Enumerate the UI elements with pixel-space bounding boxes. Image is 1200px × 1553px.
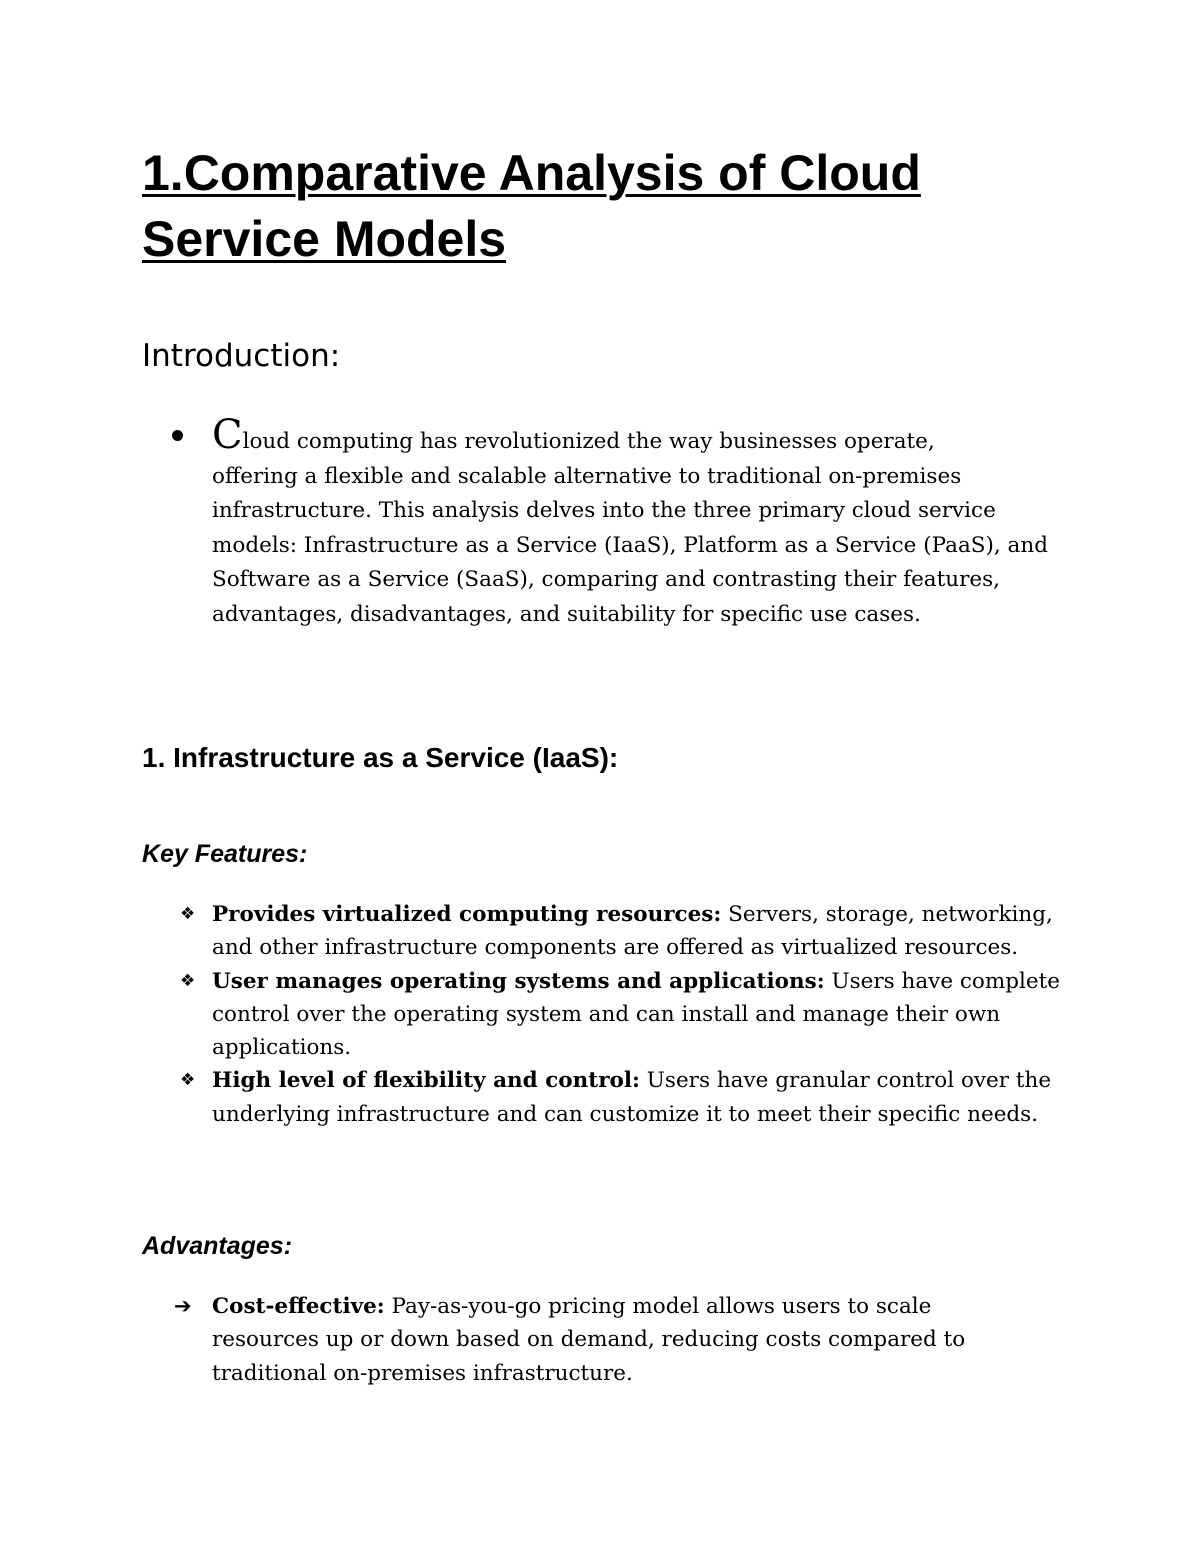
feature-term: User manages operating systems and applications: [212,968,825,994]
key-features-list [180,898,1072,1131]
introduction-heading: Introduction: [142,338,341,374]
arrow-bullet-icon: ➔ [174,1294,192,1318]
advantage-term: Cost-effective: [212,1294,385,1319]
diamond-bullet-icon: ❖ [180,1070,196,1091]
advantage-text: Pay-as-you-go pricing model allows users to scale resources up or down based on demand, reducing costs compared to traditional on-premises infrastructure. [212,1294,966,1386]
advantages-heading: Advantages: [142,1232,293,1260]
feature-text: Users have complete control over the operating system and can install and manage their own applications. [212,968,1060,1061]
diamond-bullet-icon: ❖ [180,970,196,991]
list-item [180,898,1072,965]
list-item [180,965,1072,1065]
feature-text: Servers, storage, networking, and other infrastructure components are offered as virtualized resources. [212,902,1053,961]
introduction-first-line-text: loud computing has revolutionized the way businesses operate, [242,429,935,454]
introduction-first-line [212,412,1052,460]
list-item [174,1290,1012,1390]
introduction-paragraph-text: offering a flexible and scalable alternative to traditional on-premises infrastructure. This analysis delves into the three primary cloud service models: Infrastructure as a Service (IaaS), Platform as a Service (PaaS), and Software as a Service (SaaS), comparing and contrasting their features, advantages, disadvantages, and suitability for specific use cases. [212,463,1048,627]
section-heading-iaas: 1. Infrastructure as a Service (IaaS): [142,742,619,773]
dropcap-letter: C [212,412,243,458]
feature-term: Provides virtualized computing resources: [212,902,722,927]
key-features-heading: Key Features: [142,840,308,868]
diamond-bullet-icon: ❖ [180,904,196,924]
feature-text: Users have granular control over the underlying infrastructure and can customize it to meet their specific needs. [212,1068,1052,1127]
introduction-paragraph [212,412,1052,632]
advantages-list [174,1290,1012,1390]
feature-term: High level of flexibility and control: [212,1068,640,1094]
list-item [180,1064,1072,1131]
page-title: 1.Comparative Analysis of Cloud Service Models [142,145,921,267]
bullet-dot-icon [172,430,183,441]
